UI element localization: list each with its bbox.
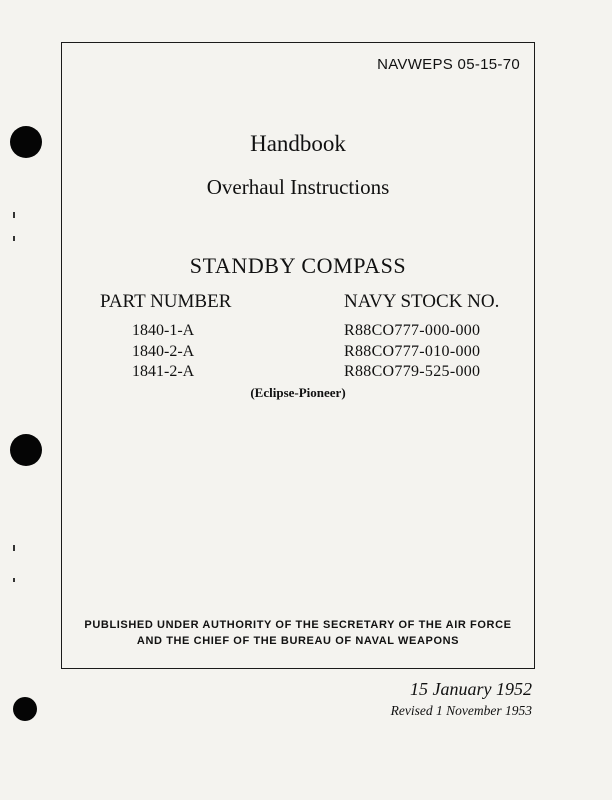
scan-mark	[13, 545, 15, 551]
binder-hole	[10, 126, 42, 158]
manufacturer: (Eclipse-Pioneer)	[250, 385, 346, 400]
authority-line: AND THE CHIEF OF THE BUREAU OF NAVAL WEAPONS	[136, 635, 460, 647]
document-subtitle: Overhaul Instructions	[206, 175, 390, 199]
cover-frame	[61, 42, 535, 669]
publication-authority	[62, 617, 534, 649]
revision-date: Revised 1 November 1953	[390, 703, 532, 718]
scan-mark	[13, 212, 15, 218]
part-number: 1840-2-A	[132, 342, 195, 360]
stock-number: R88CO779-525-000	[344, 363, 481, 380]
publication-number: NAVWEPS 05-15-70	[377, 56, 520, 73]
part-number: 1841-2-A	[132, 363, 195, 380]
stock-number-list	[344, 321, 480, 383]
device-name: STANDBY COMPASS	[189, 253, 407, 278]
scan-mark	[13, 578, 15, 582]
authority-line: PUBLISHED UNDER AUTHORITY OF THE SECRETARY OF THE AIR FORCE	[84, 619, 512, 631]
binder-hole	[10, 434, 42, 466]
handbook-title: Handbook	[250, 131, 346, 156]
part-number: 1840-1-A	[132, 322, 195, 339]
part-number-list	[132, 321, 194, 383]
stock-number: R88CO777-000-000	[344, 322, 481, 339]
scan-mark	[13, 236, 15, 241]
stock-number: R88CO777-010-000	[344, 342, 481, 360]
issue-date: 15 January 1952	[410, 679, 532, 699]
binder-hole	[13, 697, 37, 721]
stock-number-header: NAVY STOCK NO.	[344, 291, 500, 312]
part-number-header: PART NUMBER	[100, 291, 232, 312]
